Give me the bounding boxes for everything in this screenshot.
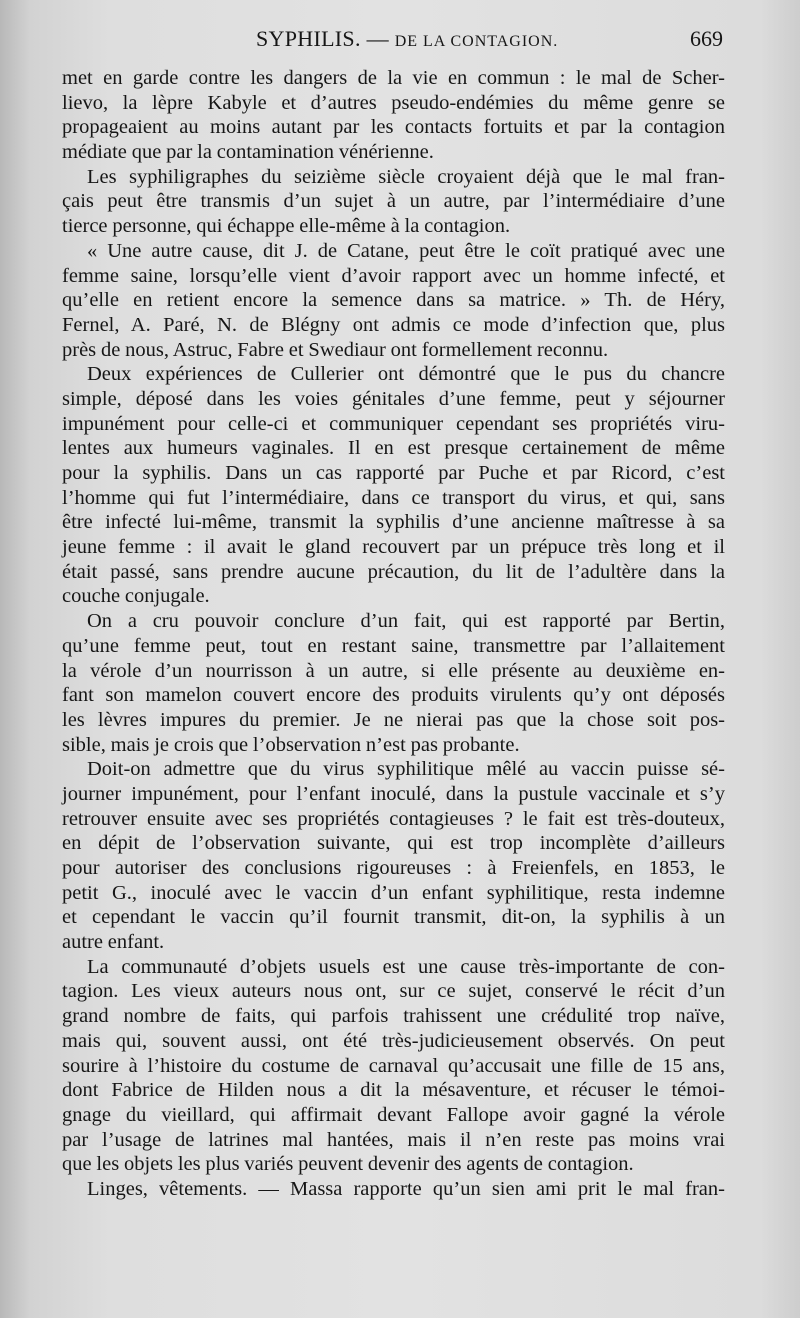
text-line: était passé, sans prendre aucune précaution, du lit de l’adultère dans la bbox=[62, 560, 725, 583]
text-line: l’homme qui fut l’intermédiaire, dans ce transport du virus, et qui, sans bbox=[62, 486, 725, 509]
text-line: Linges, vêtements. — Massa rapporte qu’un sien ami prit le mal fran- bbox=[87, 1177, 725, 1200]
paragraph bbox=[62, 239, 725, 362]
text-line: près de nous, Astruc, Fabre et Swediaur ont formellement reconnu. bbox=[62, 338, 609, 361]
text-line: gnage du vieillard, qui affirmait devant Fallope avoir gagné la vérole bbox=[62, 1103, 725, 1126]
text-line: autre enfant. bbox=[62, 931, 165, 954]
text-line: qu’elle en retient encore la semence dans sa matrice. » Th. de Héry, bbox=[62, 289, 725, 312]
text-line: met en garde contre les dangers de la vie en commun : le mal de Scher- bbox=[62, 67, 725, 89]
text-line: journer impunément, pour l’enfant inoculé, dans la pustule vaccinale et s’y bbox=[62, 782, 725, 805]
text-line: dont Fabrice de Hilden nous a dit la mésaventure, et récuser le témoi- bbox=[62, 1079, 725, 1102]
text-line: jeune femme : il avait le gland recouvert par un prépuce très long et il bbox=[62, 536, 725, 559]
text-line: çais peut être transmis d’un sujet à un autre, par l’intermédiaire d’une bbox=[62, 190, 725, 213]
text-line: Fernel, A. Paré, N. de Blégny ont admis ce mode d’infection que, plus bbox=[62, 313, 725, 336]
text-line: sourire à l’histoire du costume de carnaval qu’accusait une fille de 15 ans, bbox=[62, 1054, 725, 1077]
text-line: retrouver ensuite avec ses propriétés contagieuses ? le fait est très-douteux, bbox=[62, 807, 725, 830]
text-line: pour la syphilis. Dans un cas rapporté par Puche et par Ricord, c’est bbox=[62, 462, 725, 484]
text-line: La communauté d’objets usuels est une cause très-importante de con- bbox=[87, 955, 725, 978]
text-line: en dépit de l’observation suivante, qui est trop incomplète d’ailleurs bbox=[62, 832, 725, 855]
paragraph bbox=[62, 757, 725, 955]
text-line: tagion. Les vieux auteurs nous ont, sur ce sujet, conservé le récit d’un bbox=[62, 980, 725, 1003]
text-line: grand nombre de faits, qui parfois trahissent une crédulité trop naïve, bbox=[62, 1005, 725, 1028]
paragraph bbox=[62, 1177, 725, 1202]
text-line: Les syphiligraphes du seizième siècle croyaient déjà que le mal fran- bbox=[87, 165, 725, 188]
title-dash: — bbox=[360, 26, 395, 51]
page-number: 669 bbox=[690, 26, 723, 51]
paragraph bbox=[62, 362, 725, 609]
text-line: propageaient au moins autant par les contacts fortuits et par la contagion bbox=[62, 116, 725, 139]
text-line: On a cru pouvoir conclure d’un fait, qui est rapporté par Bertin, bbox=[87, 610, 725, 633]
running-subtitle: DE LA CONTAGION. bbox=[394, 33, 559, 50]
text-line: lentes aux humeurs vaginales. Il en est presque certainement de même bbox=[62, 437, 725, 460]
text-line: couche conjugale. bbox=[62, 585, 210, 608]
paragraph bbox=[62, 66, 725, 165]
text-line: « Une autre cause, dit J. de Catane, peut être le coït pratiqué avec une bbox=[87, 239, 725, 262]
running-title-main: SYPHILIS. bbox=[256, 26, 361, 51]
paragraph bbox=[62, 609, 725, 757]
running-title bbox=[256, 26, 558, 52]
text-line: petit G., inoculé avec le vaccin d’un enfant syphilitique, resta indemne bbox=[62, 881, 725, 904]
paragraph bbox=[62, 955, 725, 1177]
text-line: la vérole d’un nourrisson à un autre, si elle présente au deuxième en- bbox=[62, 659, 725, 682]
text-line: simple, déposé dans les voies génitales d’une femme, peut y séjourner bbox=[62, 387, 725, 410]
text-line: par l’usage de latrines mal hantées, mais il n’en reste pas moins vrai bbox=[62, 1128, 725, 1151]
text-line: pour autoriser des conclusions rigoureuses : à Freienfels, en 1853, le bbox=[62, 857, 725, 879]
text-line: que les objets les plus variés peuvent devenir des agents de contagion. bbox=[62, 1153, 634, 1176]
text-line: impunément pour celle-ci et communiquer cependant ses propriétés viru- bbox=[62, 412, 725, 435]
text-line: fant son mamelon couvert encore des produits virulents qu’y ont déposés bbox=[62, 684, 725, 707]
text-line: tierce personne, qui échappe elle-même à la contagion. bbox=[62, 215, 511, 238]
text-line: Deux expériences de Cullerier ont démontré que le pus du chancre bbox=[87, 363, 725, 386]
paragraph bbox=[62, 165, 725, 239]
text-line: lievo, la lèpre Kabyle et d’autres pseudo-endémies du même genre se bbox=[62, 91, 725, 114]
text-line: être infecté lui-même, transmit la syphilis d’une ancienne maîtresse à sa bbox=[62, 511, 725, 534]
body-text bbox=[62, 66, 725, 1202]
text-line: sible, mais je crois que l’observation n’est pas probante. bbox=[62, 733, 520, 756]
text-line: qu’une femme peut, tout en restant saine, transmettre par l’allaitement bbox=[62, 634, 725, 657]
text-line: médiate que par la contamination vénérienne. bbox=[62, 141, 434, 164]
text-line: Doit-on admettre que du virus syphilitique mêlé au vaccin puisse sé- bbox=[87, 758, 725, 781]
text-line: les lèvres impures du premier. Je ne nierai pas que la chose soit pos- bbox=[62, 708, 725, 731]
page-header bbox=[0, 26, 800, 60]
text-line: femme saine, lorsqu’elle vient d’avoir rapport avec un homme infecté, et bbox=[62, 264, 725, 287]
text-line: et cependant le vaccin qu’il fournit transmit, dit-on, la syphilis à un bbox=[62, 906, 725, 929]
text-line: mais qui, souvent aussi, ont été très-judicieusement observés. On peut bbox=[62, 1029, 725, 1052]
